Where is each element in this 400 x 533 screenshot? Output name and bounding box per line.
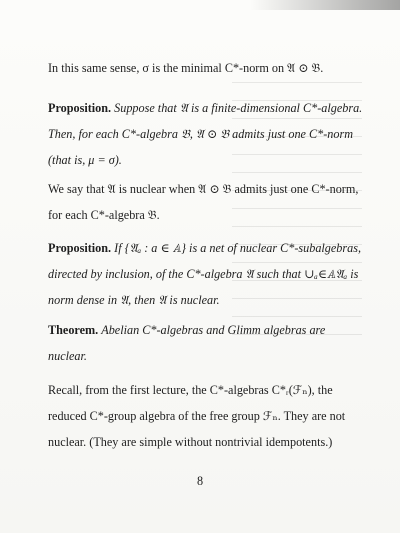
theorem-abelian-glimm	[48, 317, 366, 369]
theorem-label: Theorem.	[48, 323, 99, 337]
proposition-finite-dimensional	[48, 95, 366, 173]
paragraph-nuclear-definition: We say that 𝔄 is nuclear when 𝔄 ⊙ 𝔅 admits just one C*-norm, for each C*-algebra 𝔅.	[48, 182, 359, 222]
page-number: 8	[196, 474, 204, 488]
proposition-net-nuclear	[48, 235, 366, 313]
theorem-body: Abelian C*-algebras and Glimm algebras are nuclear.	[48, 323, 326, 363]
paragraph-free-group: Recall, from the first lecture, the C*-algebras C*ᵣ(ℱₙ), the reduced C*-group algebra of the free group ℱₙ. They are not nuclear. (They are simple without nontrivial idempotents.)	[48, 383, 346, 449]
proposition-label: Proposition.	[48, 101, 112, 115]
proposition-body: Suppose that 𝔄 is a finite-dimensional C*-algebra. Then, for each C*-algebra 𝔅, 𝔄 ⊙ 𝔅 admits just one C*-norm (that is, μ = σ).	[48, 101, 363, 167]
proposition-label: Proposition.	[48, 241, 112, 255]
page-edge-shadow	[250, 0, 400, 10]
paragraph-minimal-norm: In this same sense, σ is the minimal C*-norm on 𝔄 ⊙ 𝔅.	[48, 61, 324, 75]
proposition-body: If {𝔄ₐ : a ∈ 𝔸} is a net of nuclear C*-subalgebras, directed by inclusion, of the C*-algebra 𝔄 such that ∪ₐ∈𝔸𝔄ₐ is norm dense in 𝔄, then 𝔄 is nuclear.	[48, 241, 362, 307]
